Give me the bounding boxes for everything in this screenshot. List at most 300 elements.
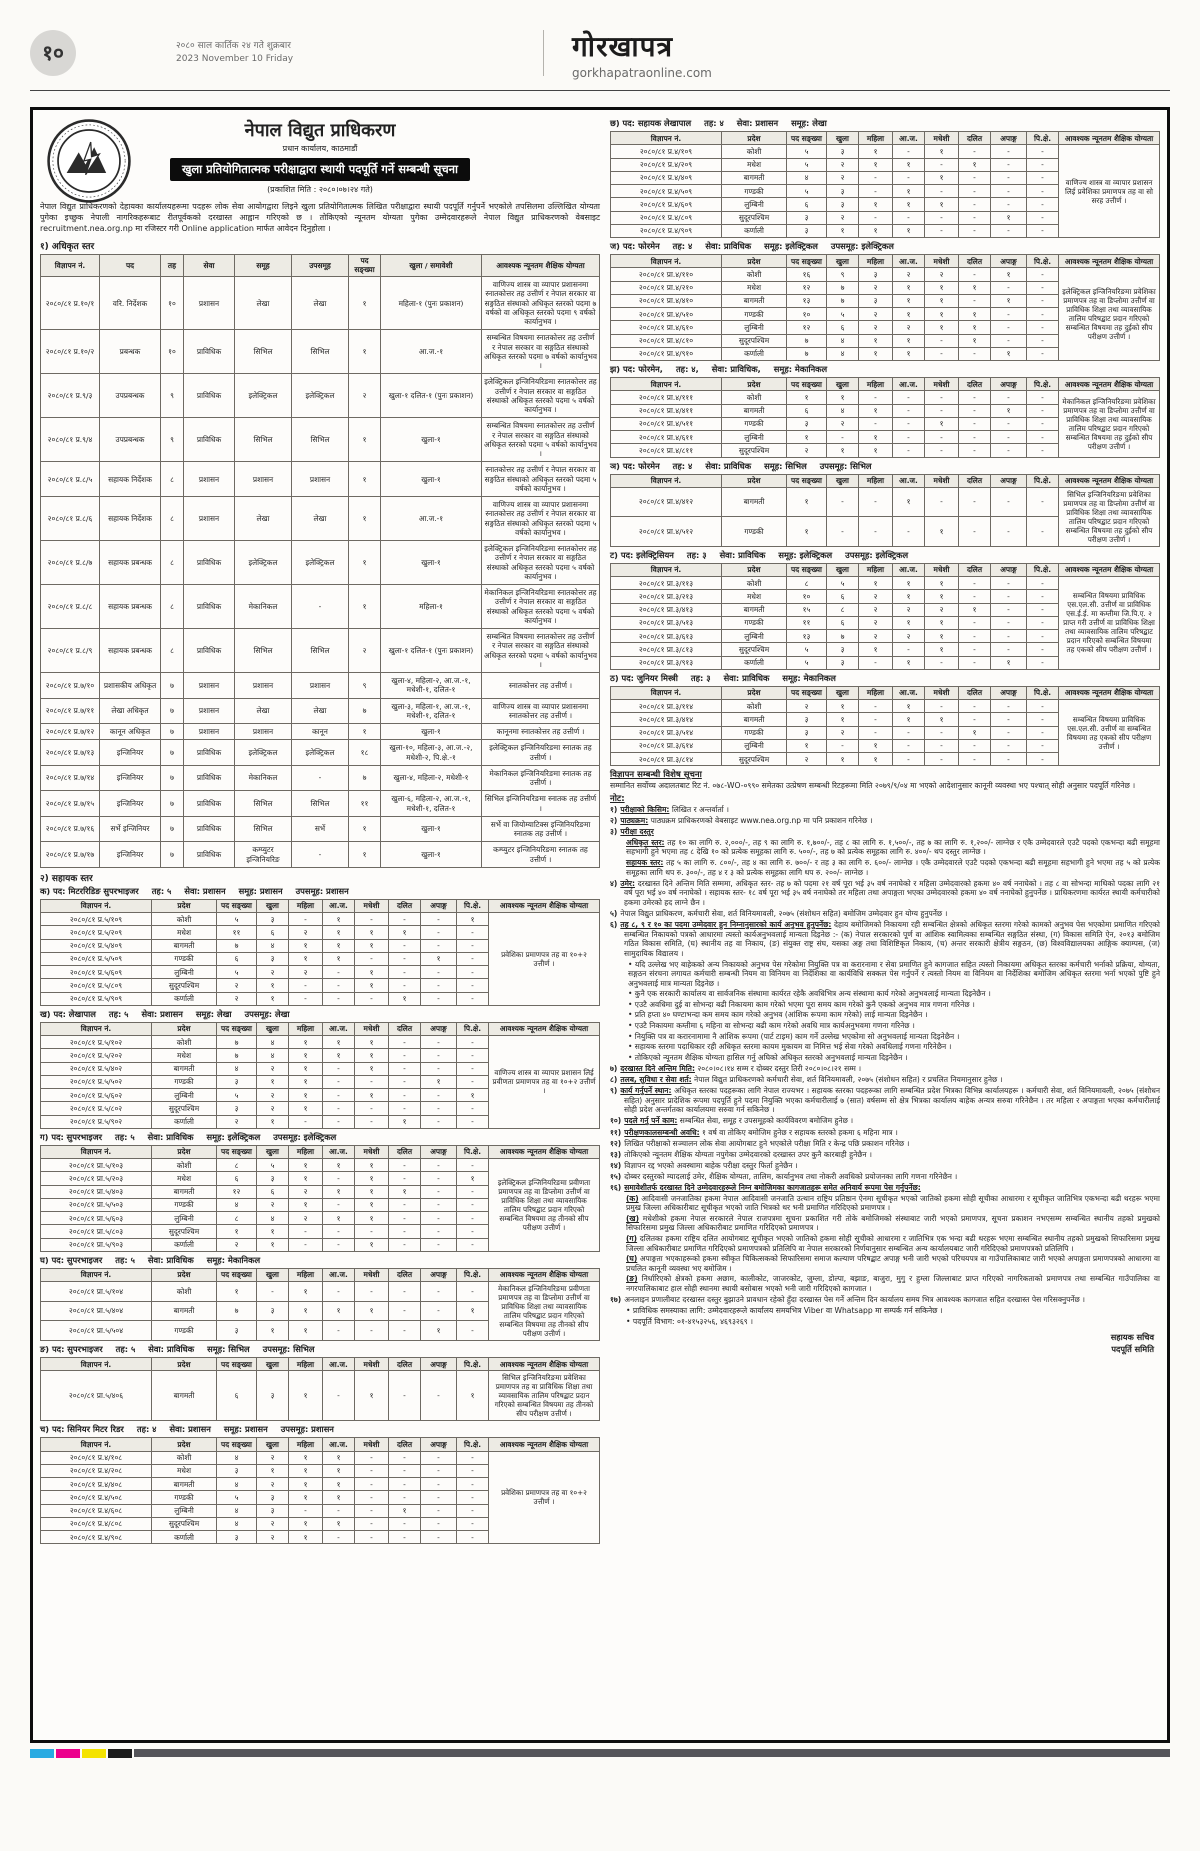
table-cell: - (991, 281, 1027, 294)
table-cell: लेखा (292, 277, 349, 330)
table-cell: - (323, 1089, 355, 1102)
table-cell: इलेक्ट्रिकल (292, 740, 349, 766)
table-cell: बागमती (152, 1301, 217, 1321)
table-cell: - (959, 616, 991, 629)
table-cell: १ (991, 211, 1027, 224)
note-number: ९) (610, 1086, 618, 1096)
note-bullet: • नियुक्ति पत्र वा करारनामामा नै आंशिक रूपमा (पार्ट टाइम) काम गर्ने उल्लेख भएकोमा सो अनुभवलाई मान्यता दिइनेछैन । (628, 1031, 960, 1041)
table-cell: ३ (787, 726, 827, 739)
qualification-cell: मेकानिकल इन्जिनियरिङमा प्रवीणता प्रमाणपत्र तह वा डिप्लोमा उत्तीर्ण वा प्राविधिक शिक्षा तथा व्यावसायिक तालिम परिषद्बाट प्रदान गरिएको सम्बन्धित विषयमा तह तीनको सीप परीक्षण उत्तीर्ण । (489, 1282, 600, 1341)
table-cell: १ (991, 294, 1027, 307)
table-cell: सहायक प्रबन्धक (100, 585, 161, 629)
table-cell: १ (925, 281, 959, 294)
table-cell: १ (893, 713, 925, 726)
vacancy-table (40, 1357, 600, 1421)
table-cell: - (389, 1212, 421, 1225)
table-header-row (41, 1438, 600, 1451)
table-cell: मेकानिकल इन्जिनियरिङमा स्नातक तह उत्तीर्ण । (482, 765, 600, 791)
table-cell: १ (289, 1089, 323, 1102)
table-cell: - (893, 211, 925, 224)
table-row (611, 145, 1160, 158)
table-cell: १ (893, 224, 925, 237)
table-cell: गण्डकी (152, 1198, 217, 1211)
table-cell: - (893, 145, 925, 158)
table-cell: ८ (217, 1159, 257, 1172)
table-cell: - (959, 444, 991, 457)
table-cell: २०८०/८१ प्र.८/८ (41, 585, 100, 629)
table-cell: - (859, 417, 893, 430)
table-cell: ६ (217, 1172, 257, 1185)
note-item (610, 909, 1160, 919)
table-cell: - (421, 1159, 457, 1172)
note-label: पदले गर्नु पर्ने काम: (624, 1116, 678, 1126)
vacancy-table (40, 1437, 600, 1544)
table-cell: २०८०/८१ प्र.७/१४ (41, 765, 100, 791)
column-header: आवश्यक न्यूनतम शैक्षिक योग्यता (1059, 132, 1160, 145)
table-cell: कानूनमा स्नातकोत्तर तह उत्तीर्ण । (482, 724, 600, 740)
table-cell: २०८०/८१ प्र.५/५०२ (41, 1075, 152, 1088)
column-header: मधेशी (355, 1438, 389, 1451)
table-header-row (41, 1268, 600, 1281)
note-text: विज्ञापन रद्द भएको अवस्थामा बाहेक परीक्षा दस्तुर फिर्ता हुनेछैन । (624, 1160, 798, 1170)
table-cell: २०८०/८१ प्रा.४/८११ (611, 444, 722, 457)
table-cell: - (959, 487, 991, 517)
column-header: पद सङ्ख्या (217, 1022, 257, 1035)
section-title-segment: तह: ४ (672, 460, 693, 471)
table-cell: - (355, 992, 389, 1005)
table-cell: कानून (292, 724, 349, 740)
table-cell: - (323, 1115, 355, 1128)
table-cell: ४ (257, 1212, 289, 1225)
table-cell: प्रशासन (292, 673, 349, 699)
table-cell: १ (257, 1464, 289, 1477)
table-header-row (41, 1022, 600, 1035)
table-cell: १ (925, 145, 959, 158)
table-cell: - (1027, 517, 1059, 547)
table-cell: - (991, 739, 1027, 752)
table-cell: कम्प्युटर इन्जिनियरिङ (235, 842, 292, 868)
table-row (41, 277, 600, 330)
column-header: आ.ज. (893, 474, 925, 487)
column-header: दलित (389, 1022, 421, 1035)
table-cell: ३ (827, 643, 859, 656)
table-cell: १ (355, 1212, 389, 1225)
table-cell: लुम्बिनी (722, 431, 787, 444)
table-cell: - (421, 1464, 457, 1477)
column-header: मधेशी (925, 563, 959, 576)
table-cell: प्राविधिक (184, 816, 235, 842)
note-item (610, 1139, 1160, 1149)
table-cell: १ (859, 158, 893, 171)
table-cell: सम्बन्धित विषयमा स्नातकोत्तर तह उत्तीर्ण र नेपाल सरकार वा सङ्गठित संस्थाको अधिकृत स्तरको पदमा ७ वर्षको कार्यानुभव । (482, 330, 600, 374)
note-text: नेपाल विद्युत प्राधिकरण, कर्मचारी सेवा, शर्त विनियमावली, २०७५ (संशोधन सहित) बमोजिम उम्मेदवार हुन योग्य हुनुपर्नेछ । (620, 909, 948, 919)
column-header: मधेशी (355, 1358, 389, 1371)
column-header: आ.ज. (893, 255, 925, 268)
note-number: ८) (610, 1075, 618, 1085)
table-cell: १ (289, 1172, 323, 1185)
note-label: पाठ्यक्रम: (620, 816, 649, 826)
table-cell: मेकानिकल (235, 585, 292, 629)
table-cell: - (389, 1531, 421, 1544)
section-title-segment: सेवा: प्रशासन (736, 118, 779, 128)
table-cell: २०८०/८१ प्र.७/१२ (41, 724, 100, 740)
table-cell: २ (827, 158, 859, 171)
table-cell: - (1027, 158, 1059, 171)
table-cell: १ (349, 418, 381, 462)
table-cell: सर्भे वा जियोम्याटिक्स इन्जिनियरिङमा स्नातक तह उत्तीर्ण । (482, 816, 600, 842)
table-cell: २ (827, 417, 859, 430)
date-english: 2023 November 10 Friday (176, 54, 294, 64)
table-cell: - (925, 700, 959, 713)
table-cell: कोशी (152, 1159, 217, 1172)
table-cell: १० (161, 330, 184, 374)
column-header: पद सङ्ख्या (217, 899, 257, 912)
table-row (611, 391, 1160, 404)
table-cell: - (457, 1115, 489, 1128)
table-cell: २०८०/८१ प्रा.४/५१२ (611, 517, 722, 547)
table-cell: २०८०/८१ प्र.४/६०९ (611, 198, 722, 211)
table-cell: १ (893, 656, 925, 669)
column-header: खुला (257, 1358, 289, 1371)
table-cell: २०८०/८१ प्र.४/६०८ (41, 1504, 152, 1517)
table-cell: १ (959, 281, 991, 294)
table-cell: बागमती (722, 171, 787, 184)
table-cell: ३ (257, 1504, 289, 1517)
table-cell: १६ (787, 268, 827, 281)
column-header: समूह (235, 254, 292, 277)
table-cell: १ (925, 308, 959, 321)
table-header-row (611, 563, 1160, 576)
qualification-cell: इलेक्ट्रिकल इन्जिनियरिङमा प्रवीणता प्रमाणपत्र तह वा डिप्लोमा उत्तीर्ण वा प्राविधिक शिक्षा तथा व्यावसायिक तालिम परिषद्बाट प्रदान गरिएको सम्बन्धित विषयमा तह तीनको सीप परीक्षण उत्तीर्ण । (489, 1159, 600, 1252)
column-header: पि.क्षे. (457, 1268, 489, 1281)
table-cell: - (1027, 145, 1059, 158)
table-cell: २०८०/८१ प्रा.५/४०४ (41, 1301, 152, 1321)
contact-line: • प्राविधिक समस्याका लागि: उम्मेदवारहरूले कार्यालय समयभित्र Viber वा Whatsapp मा सम्पर्क गर्न सकिनेछ । (626, 1306, 943, 1316)
table-cell: - (1027, 739, 1059, 752)
table-cell: - (859, 656, 893, 669)
table-cell: - (389, 913, 421, 926)
table-cell: १ (355, 939, 389, 952)
table-cell: २०८०/८१ प्रा.५/४०६ (41, 1371, 152, 1421)
table-cell: १ (925, 294, 959, 307)
table-cell: लेखा (292, 497, 349, 541)
table-cell: २०८०/८१ प्र.४/८०८ (41, 1517, 152, 1530)
table-cell: सहायक निर्देशक (100, 497, 161, 541)
section-title (40, 886, 600, 897)
table-cell: २०८०/८१ प्र.८/९ (41, 629, 100, 673)
table-cell: - (991, 487, 1027, 517)
vacancy-section-tha-junior-mistri (610, 673, 1160, 767)
table-cell: - (421, 966, 457, 979)
table-cell: १ (457, 1089, 489, 1102)
column-header: प्रदेश (152, 1268, 217, 1281)
table-cell: ४ (257, 939, 289, 952)
table-cell: २ (893, 321, 925, 334)
table-cell: २०८०/८१ प्रा.३/९१३ (611, 656, 722, 669)
table-cell: सहायक प्रबन्धक (100, 541, 161, 585)
column-header: आ.ज. (323, 1268, 355, 1281)
table-cell: ३ (217, 1102, 257, 1115)
table-cell: - (457, 1321, 489, 1341)
column-header: विज्ञापन नं. (41, 1268, 152, 1281)
table-cell: १ (925, 630, 959, 643)
table-cell: - (389, 1198, 421, 1211)
table-cell: वाणिज्य शास्त्र वा व्यापार प्रशासनमा स्नातकोत्तर तह उत्तीर्ण र नेपाल सरकार वा सङ्गठित संस्थाको अधिकृत स्तरको पदमा ५ वर्षको कार्यानुभव । (482, 497, 600, 541)
table-cell: - (323, 992, 355, 1005)
table-cell: २०८०/८१ प्र.४/४०८ (41, 1478, 152, 1491)
table-cell: १ (257, 979, 289, 992)
table-cell: - (925, 224, 959, 237)
section-title-segment: च) पद: सिनियर मिटर रिडर (40, 1424, 124, 1435)
vacancy-section-ga-supervisor-electrical (40, 1132, 600, 1252)
table-cell: १ (787, 431, 827, 444)
table-row (41, 1036, 600, 1049)
qualification-cell: सम्बन्धित विषयमा प्राविधिक एस.एल.सी. उत्तीर्ण वा सम्बन्धित विषयमा तह एकको सीप परीक्षण उत्तीर्ण । (1059, 700, 1160, 766)
note-sub-item (624, 1234, 1160, 1253)
column-header: खुला / समावेशी (381, 254, 482, 277)
table-cell: - (421, 1172, 457, 1185)
table-cell: १ (859, 145, 893, 158)
table-cell: - (421, 1282, 457, 1302)
column-header: पद सङ्ख्या (787, 563, 827, 576)
table-cell: - (991, 517, 1027, 547)
note-item (610, 879, 1160, 908)
note-text: अधिकृत स्तरका पदहरूका लागि नेपाल राज्यभर । सहायक स्तरका पदहरूका लागि सम्बन्धित प्रदेश भित्रका विभिन्न कार्यालयहरू । कर्मचारी सेवा, शर्त विनियमावली, २०७५ (संशोधन सहित) अनुसार प्रादेशिक रूपमा पदपूर्ति हुने पदमा नियुक्ति भएका कर्मचारीलाई ७ (सात) वर्षसम्म सो क्षेत्र भित्रका कार्यालय बाहेक अन्यत्र सरुवा गरिनेछैन । तर महिला र अपाङ्गता भएका कर्मचारीलाई सोही प्रदेश अन्तर्गतका कार्यालयमा सरुवा गर्न सकिनेछ । (624, 1086, 1161, 1115)
column-header: महिला (859, 378, 893, 391)
section-title-segment: तह: ५ (108, 1008, 129, 1019)
table-cell: - (859, 391, 893, 404)
table-cell: १ (257, 1115, 289, 1128)
column-header: पि.क्षे. (1027, 255, 1059, 268)
table-cell: - (859, 171, 893, 184)
table-cell: २ (859, 603, 893, 616)
table-cell: - (859, 713, 893, 726)
table-cell: - (1027, 630, 1059, 643)
table-cell: - (893, 417, 925, 430)
assistant-sections-right (610, 118, 1160, 766)
table-cell: बागमती (722, 603, 787, 616)
column-header: आवश्यक न्यूनतम शैक्षिक योग्यता (1059, 686, 1160, 699)
table-cell: २ (925, 603, 959, 616)
table-cell: आ.ज.-१ (381, 330, 482, 374)
column-header: प्रदेश (722, 255, 787, 268)
column-header: अपाङ्ग (421, 1438, 457, 1451)
table-cell: लुम्बिनी (152, 1089, 217, 1102)
note-number: १५) (610, 1171, 622, 1181)
table-cell: गण्डकी (152, 1491, 217, 1504)
table-cell: - (389, 1159, 421, 1172)
table-cell: खुला-१ दलित-१ (पुनः प्रकाशन) (381, 629, 482, 673)
column-header: दलित (959, 378, 991, 391)
table-cell: - (355, 1464, 389, 1477)
table-cell: ३ (217, 1321, 257, 1341)
table-cell: - (389, 1075, 421, 1088)
table-cell: २ (349, 374, 381, 418)
table-cell: २०८०/८१ प्र.४/२०९ (611, 158, 722, 171)
table-cell: इन्जिनियर (100, 740, 161, 766)
table-cell: - (959, 713, 991, 726)
table-cell: - (991, 444, 1027, 457)
qualification-cell: प्रवेशिका प्रमाणपत्र तह वा १०+२ उत्तीर्ण । (489, 1451, 600, 1544)
table-cell: १ (289, 1159, 323, 1172)
table-cell: लुम्बिनी (722, 198, 787, 211)
table-cell: ५ (787, 185, 827, 198)
column-header: अपाङ्ग (421, 1145, 457, 1158)
table-header-row (611, 378, 1160, 391)
table-cell: सिभिल (292, 330, 349, 374)
table-cell: - (355, 1531, 389, 1544)
table-cell: - (1027, 334, 1059, 347)
column-header: दलित (959, 255, 991, 268)
table-cell: - (389, 1036, 421, 1049)
column-header: प्रदेश (722, 378, 787, 391)
table-cell: १ (289, 1464, 323, 1477)
table-cell: २०८०/८१ प्रा.५/४०३ (41, 1185, 152, 1198)
table-cell: - (893, 444, 925, 457)
column-header: पद सङ्ख्या (217, 1358, 257, 1371)
column-header: आ.ज. (323, 1358, 355, 1371)
table-cell: १ (323, 939, 355, 952)
table-cell: २०८०/८१ प्र.५/८०२ (41, 1102, 152, 1115)
section-title-segment: तह: ५ (151, 885, 172, 896)
table-cell: - (421, 1049, 457, 1062)
section-title-segment: सेवा: प्रशासन (184, 885, 226, 896)
table-cell: ५ (217, 913, 257, 926)
table-cell: - (389, 1517, 421, 1530)
table-cell: २०८०/८१ प्र.४/५०९ (611, 185, 722, 198)
table-cell: प्रबन्धक (100, 330, 161, 374)
table-cell: - (959, 739, 991, 752)
section-title (610, 118, 1160, 129)
table-cell: - (389, 1491, 421, 1504)
table-cell: गण्डकी (722, 517, 787, 547)
column-header: प्रदेश (722, 686, 787, 699)
table-cell: १ (389, 1185, 421, 1198)
note-sub-item (624, 1274, 1160, 1293)
table-cell: २ (257, 1531, 289, 1544)
note-item (610, 805, 1160, 815)
table-cell: सर्भे इन्जिनियर (100, 816, 161, 842)
table-cell: - (389, 1089, 421, 1102)
table-cell: १ (893, 198, 925, 211)
table-row (41, 673, 600, 699)
table-cell: खुला-६, महिला-२, आ.ज.-१, मधेशी-१, दलित-१ (381, 791, 482, 817)
table-cell: १३ (787, 294, 827, 307)
table-cell: - (991, 577, 1027, 590)
table-cell: - (457, 1517, 489, 1530)
table-cell: - (421, 913, 457, 926)
vacancy-table (610, 131, 1160, 238)
table-cell: ७ (787, 334, 827, 347)
table-cell: १ (925, 643, 959, 656)
note-sub-label: (क) (626, 1193, 639, 1203)
note-sub-item (624, 838, 1160, 857)
table-cell: ७ (787, 347, 827, 360)
table-cell: - (389, 1282, 421, 1302)
table-cell: १ (827, 700, 859, 713)
table-cell: - (289, 913, 323, 926)
table-cell: ६ (787, 198, 827, 211)
notes-list (610, 805, 1160, 1305)
cmyk-black-chip (108, 1749, 132, 1758)
table-cell: - (457, 926, 489, 939)
column-header: पद सङ्ख्या (787, 255, 827, 268)
column-header: आ.ज. (323, 1145, 355, 1158)
section-title-segment: सेवा: प्राविधिक (147, 1254, 194, 1265)
table-cell: - (859, 726, 893, 739)
table-cell: बागमती (722, 713, 787, 726)
table-cell: - (421, 992, 457, 1005)
table-cell: - (991, 308, 1027, 321)
table-cell: सुदूरपश्चिम (152, 1102, 217, 1115)
table-cell: - (959, 211, 991, 224)
column-header: आ.ज. (323, 899, 355, 912)
column-header: अपाङ्ग (991, 378, 1027, 391)
table-cell: १ (289, 1491, 323, 1504)
table-cell: प्राविधिक (184, 418, 235, 462)
column-header: पद सङ्ख्या (787, 378, 827, 391)
table-header-row (611, 132, 1160, 145)
table-cell: बागमती (722, 487, 787, 517)
table-cell: वाणिज्य शास्त्र वा व्यापार प्रशासनमा स्नातकोत्तर तह उत्तीर्ण । (482, 698, 600, 724)
table-cell: १ (257, 1321, 289, 1341)
table-cell: १ (289, 952, 323, 965)
table-cell: - (292, 585, 349, 629)
table-cell: कोशी (152, 1451, 217, 1464)
table-cell: ५ (787, 643, 827, 656)
note-sub-label: अधिकृत स्तर: (626, 837, 665, 847)
table-cell: ५ (257, 1159, 289, 1172)
note-text: पाठ्यक्रम प्राधिकरणको वेबसाइट www.nea.org.np मा पनि प्रकाशन गरिनेछ । (650, 816, 873, 826)
table-cell: ४ (217, 1478, 257, 1491)
table-cell: २ (217, 1115, 257, 1128)
vacancy-table (40, 1268, 600, 1341)
table-cell: - (355, 1491, 389, 1504)
table-cell: - (959, 145, 991, 158)
table-cell: बागमती (722, 294, 787, 307)
table-cell: सिभिल (292, 629, 349, 673)
table-cell: - (991, 224, 1027, 237)
table-cell: १ (991, 347, 1027, 360)
table-cell: - (323, 979, 355, 992)
section-title-segment: समूह: सिभिल (764, 460, 807, 471)
table-cell: इलेक्ट्रिकल इन्जिनियरिङमा स्नातकोत्तर तह उत्तीर्ण र नेपाल सरकार वा सङ्गठित संस्थाको अधिकृत स्तरको पदमा ५ वर्षको कार्यानुभव । (482, 541, 600, 585)
table-cell: २०८०/८१ प्रा.४/४११ (611, 404, 722, 417)
table-cell: ३ (787, 211, 827, 224)
table-cell: - (959, 268, 991, 281)
column-header: प्रदेश (152, 899, 217, 912)
section-title-segment: समूह: मेकानिकल (206, 1254, 261, 1265)
table-cell: कोशी (722, 700, 787, 713)
note-number: ५) (610, 909, 618, 919)
table-cell: १ (859, 643, 893, 656)
note-sub-label: सहायक स्तर: (626, 858, 664, 868)
table-cell: गण्डकी (152, 952, 217, 965)
table-cell: १ (289, 1198, 323, 1211)
table-cell: १ (859, 347, 893, 360)
table-cell: ९ (161, 374, 184, 418)
table-cell: १ (959, 334, 991, 347)
notes-heading: नोट: (610, 794, 625, 805)
table-cell: २०८०/८१ प्रा.५/२०३ (41, 1172, 152, 1185)
table-cell: १२ (787, 321, 827, 334)
note-sub-item (624, 1254, 1160, 1273)
table-cell: - (323, 1238, 355, 1251)
table-cell: १ (859, 431, 893, 444)
table-cell: - (457, 1531, 489, 1544)
table-cell: २ (289, 926, 323, 939)
section-title (40, 1009, 600, 1020)
